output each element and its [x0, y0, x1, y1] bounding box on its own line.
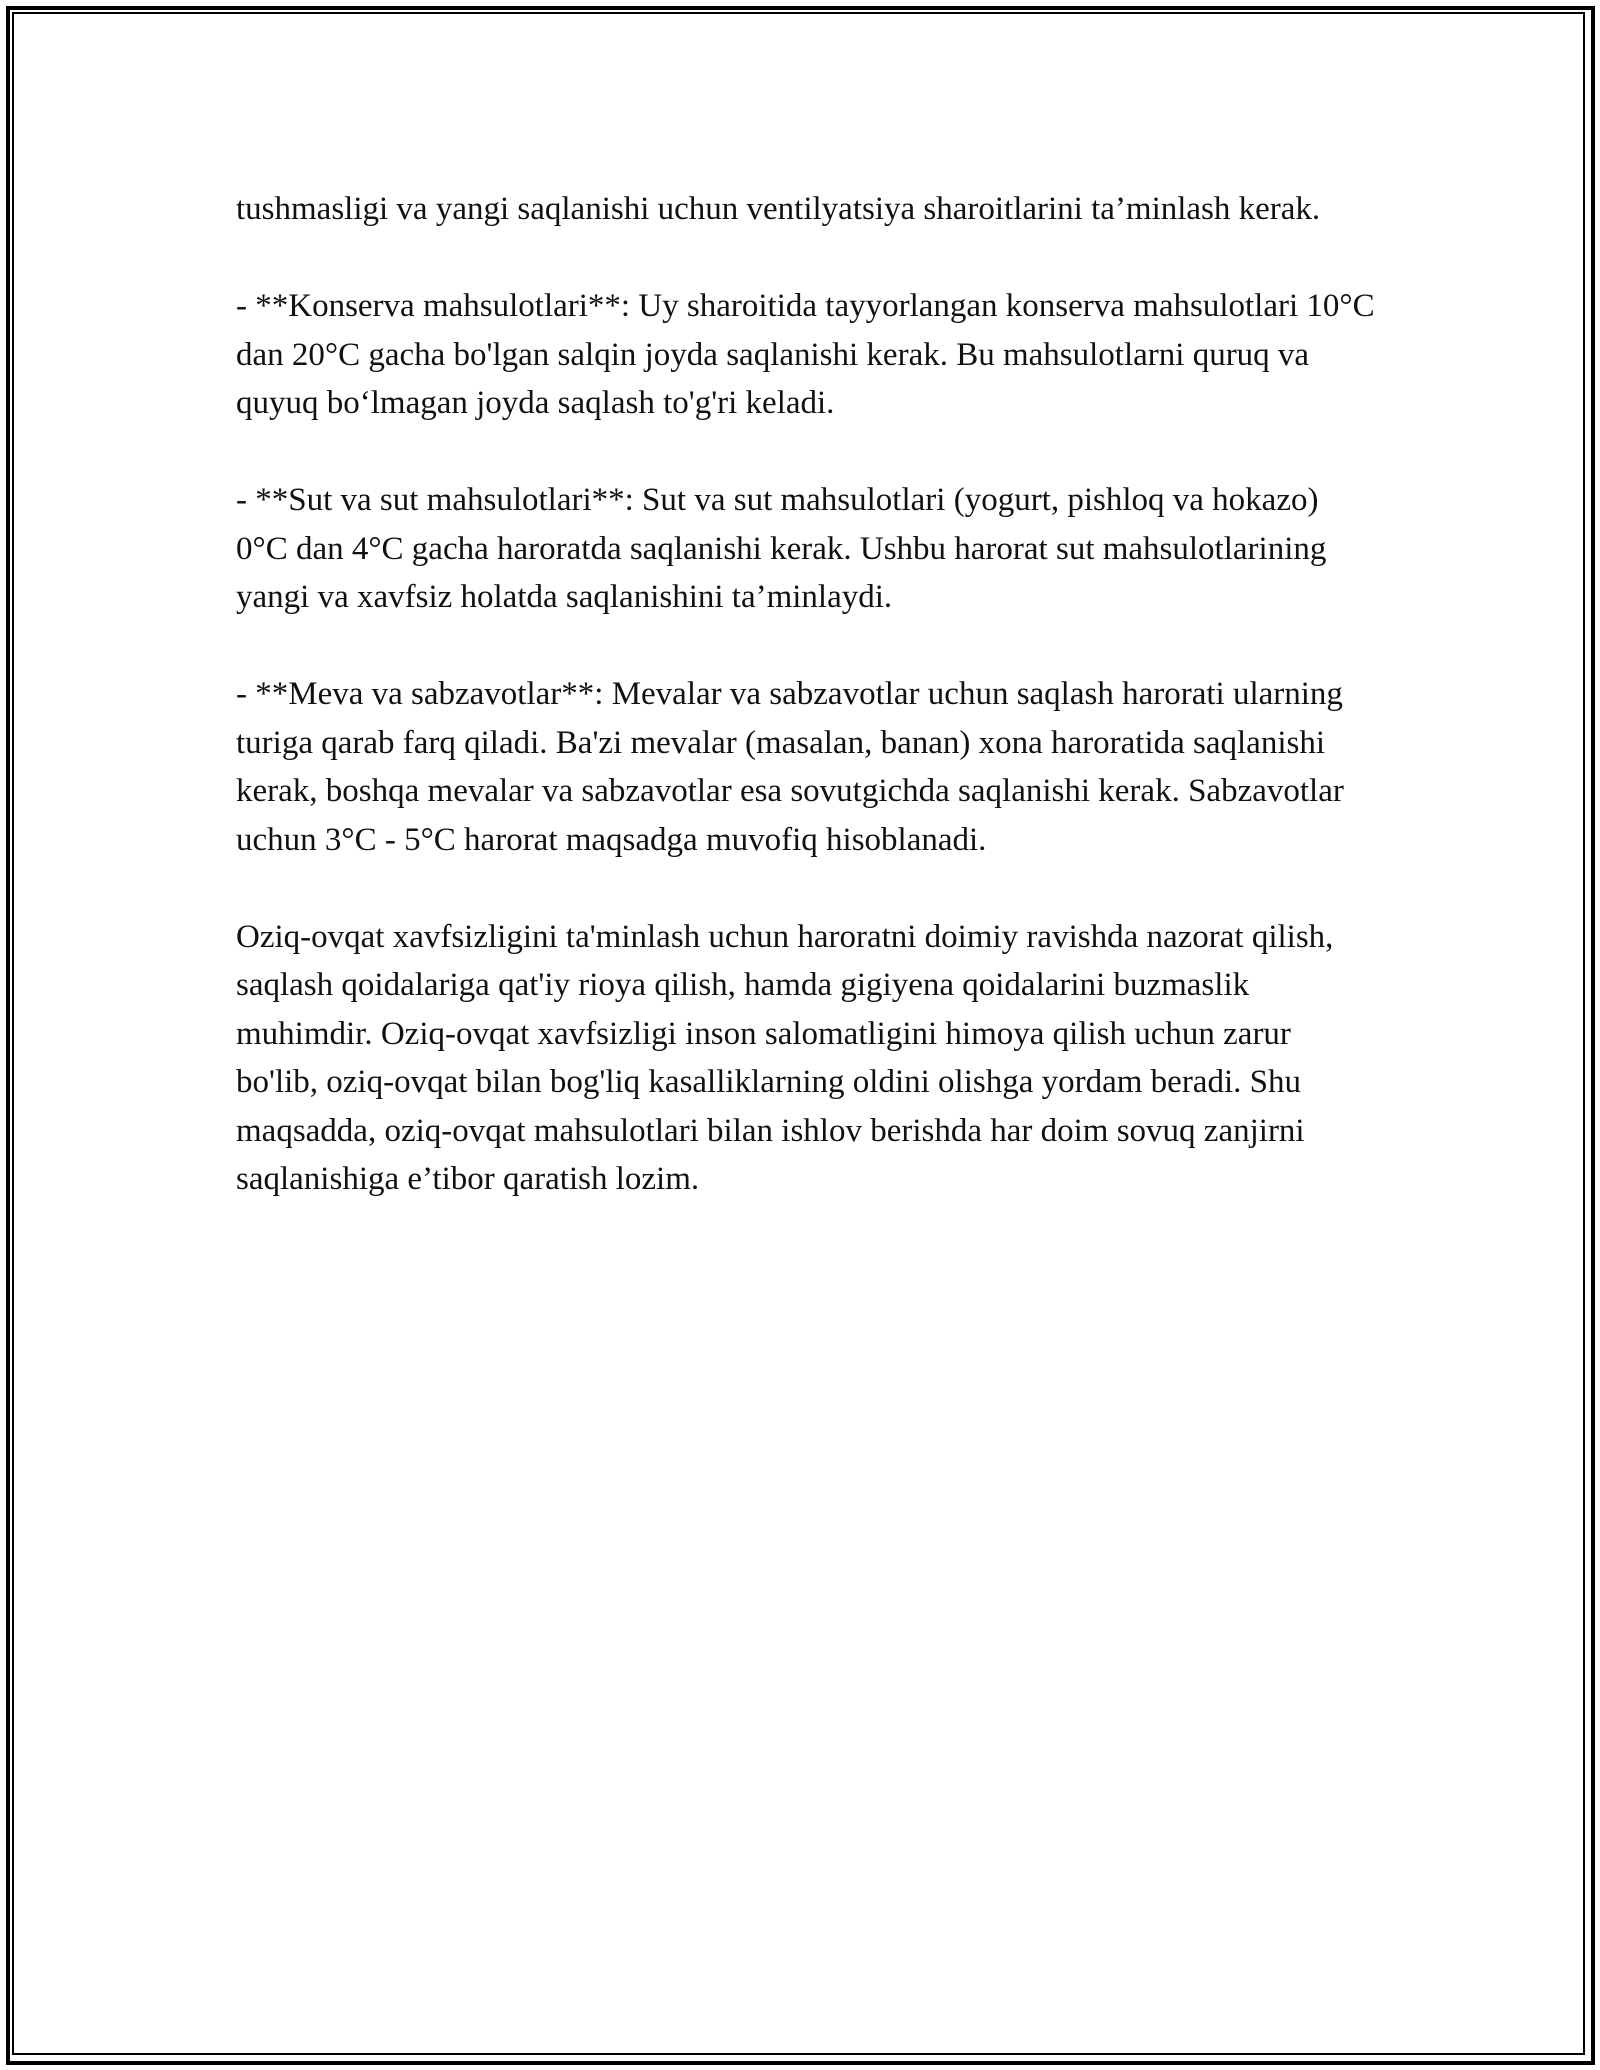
- paragraph-fruits-vegetables: - **Meva va sabzavotlar**: Mevalar va sabzavotlar uchun saqlash harorati ularning turiga qarab farq qiladi. Ba'zi mevalar (masalan, banan) xona haroratida saqlanishi kerak, boshqa mevalar va sabzavotlar esa sovutgichda saqlanishi kerak. Sabzavotlar uchun 3°C - 5°C harorat maqsadga muvofiq hisoblanadi.: [236, 676, 1344, 858]
- paragraph-canned-goods: - **Konserva mahsulotlari**: Uy sharoitida tayyorlangan konserva mahsulotlari 10°C dan 20°C gacha bo'lgan salqin joyda saqlanishi kerak. Bu mahsulotlarni quruq va quyuq bo‘lmagan joyda saqlash to'g'ri keladi.: [236, 288, 1375, 421]
- paragraph-ventilation-continuation: tushmasligi va yangi saqlanishi uchun ventilyatsiya sharoitlarini ta’minlash kerak.: [236, 191, 1321, 227]
- paragraph-food-safety-conclusion: Oziq-ovqat xavfsizligini ta'minlash uchun haroratni doimiy ravishda nazorat qilish, saqlash qoidalariga qat'iy rioya qilish, hamda gigiyena qoidalarini buzmaslik muhimdir. Oziq-ovqat xavfsizligi inson salomatligini himoya qilish uchun zarur bo'lib, oziq-ovqat bilan bog'liq kasalliklarning oldini olishga yordam beradi. Shu maqsadda, oziq-ovqat mahsulotlari bilan ishlov berishda har doim sovuq zanjirni saqlanishiga e’tibor qaratish lozim.: [236, 918, 1334, 1197]
- document-body: [236, 185, 1376, 1252]
- paragraph-dairy-products: - **Sut va sut mahsulotlari**: Sut va sut mahsulotlari (yogurt, pishloq va hokazo) 0°C dan 4°C gacha haroratda saqlanishi kerak. Ushbu harorat sut mahsulotlarining yangi va xavfsiz holatda saqlanishini ta’minlaydi.: [236, 482, 1327, 615]
